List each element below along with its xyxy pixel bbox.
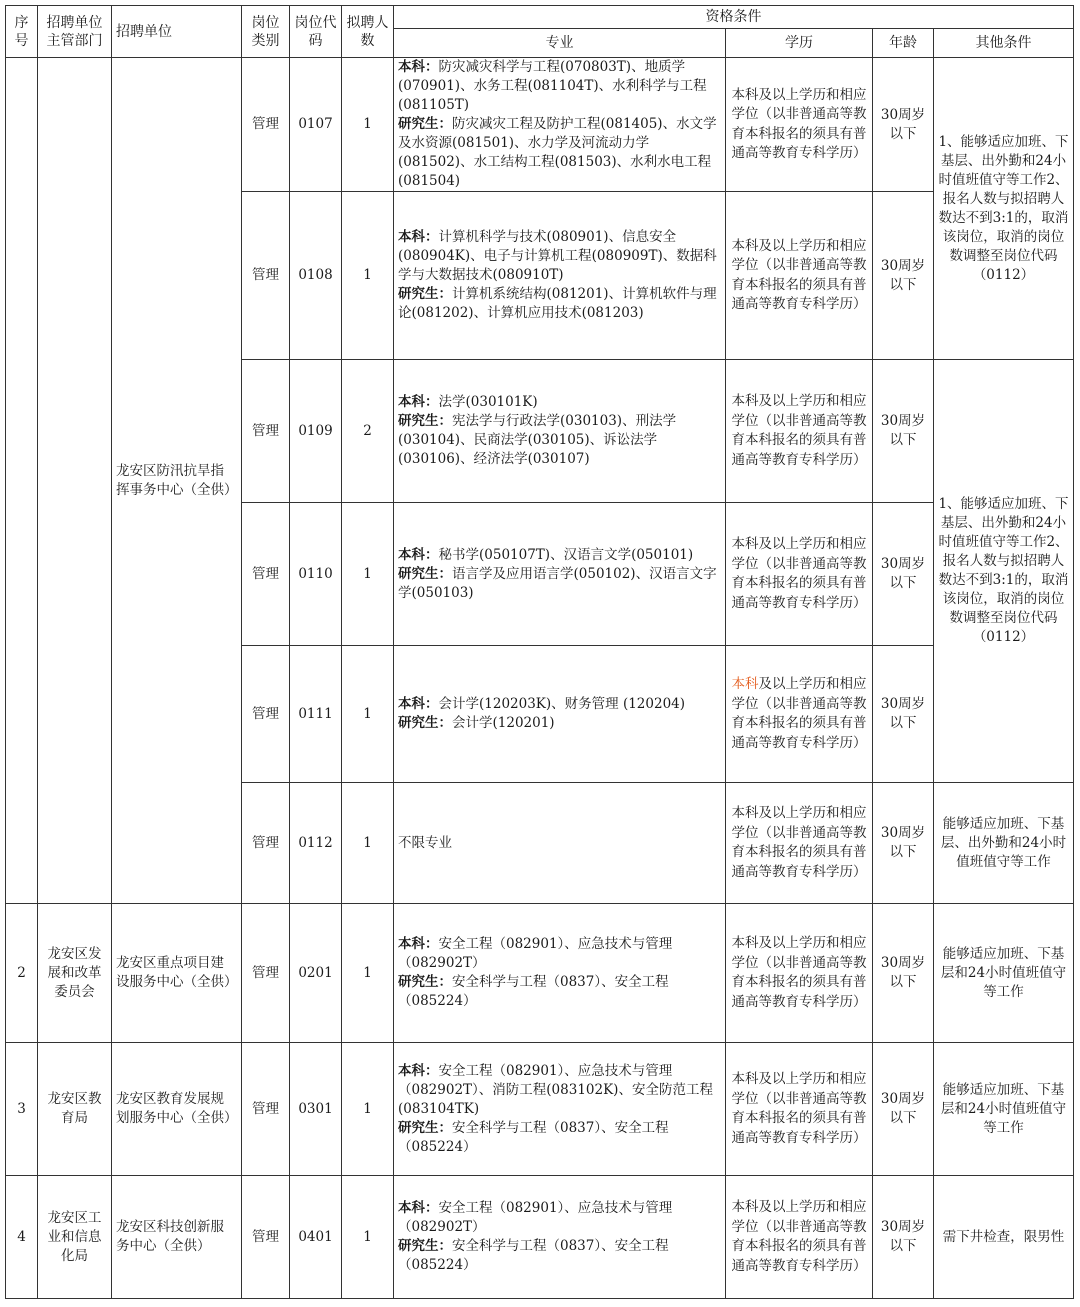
table-row — [6, 1176, 1074, 1299]
dept-cell — [38, 58, 112, 904]
postgrad-majors: 计算机系统结构(081201)、计算机软件与理论(081202)、计算机应用技术(081203) — [398, 286, 717, 321]
dept-cell: 龙安区发展和改革委员会 — [38, 904, 112, 1043]
major-cell — [394, 503, 726, 646]
postgrad-label: 研究生： — [398, 286, 452, 302]
unit-cell: 龙安区科技创新服务中心（全供） — [112, 1176, 242, 1299]
postgrad-majors: 安全科学与工程（0837）、安全工程（085224） — [398, 974, 669, 1009]
count-cell: 1 — [342, 904, 394, 1043]
undergrad-label: 本科： — [398, 1062, 439, 1079]
count-cell: 1 — [342, 646, 394, 783]
header-education: 学历 — [726, 29, 873, 58]
post-code-cell: 0110 — [290, 503, 342, 646]
major-cell — [394, 360, 726, 503]
header-age: 年龄 — [873, 29, 934, 58]
major-cell — [394, 192, 726, 360]
postgrad-label: 研究生： — [398, 715, 452, 731]
age-cell: 30周岁以下 — [873, 783, 934, 904]
other-conditions-cell: 1、能够适应加班、下基层、出外勤和24小时值班值守等工作2、报名人数与拟招聘人数达不到3:1的，取消该岗位，取消的岗位数调整至岗位代码（0112） — [934, 58, 1074, 360]
major-cell — [394, 1176, 726, 1299]
edu-first-word: 本科 — [731, 676, 759, 692]
header-row-1 — [6, 6, 1074, 29]
header-seq: 序号 — [6, 6, 38, 58]
post-type-cell: 管理 — [242, 360, 290, 503]
post-type-cell: 管理 — [242, 904, 290, 1043]
post-type-cell: 管理 — [242, 192, 290, 360]
major-cell — [394, 1043, 726, 1176]
post-type-cell: 管理 — [242, 1176, 290, 1299]
undergrad-label: 本科： — [398, 229, 439, 245]
unit-cell: 龙安区教育发展规划服务中心（全供） — [112, 1043, 242, 1176]
undergrad-label: 本科： — [398, 1200, 439, 1216]
post-code-cell: 0112 — [290, 783, 342, 904]
dept-cell: 龙安区教育局 — [38, 1043, 112, 1176]
age-cell: 30周岁以下 — [873, 360, 934, 503]
undergrad-majors: 防灾减灾科学与工程(070803T)、地质学(070901)、水务工程(081104T)、水利科学与工程(081105T) — [398, 59, 707, 113]
count-cell: 1 — [342, 783, 394, 904]
post-type-cell: 管理 — [242, 503, 290, 646]
post-code-cell: 0301 — [290, 1043, 342, 1176]
edu-rest: 及以上学历和相应学位（以非普通高等教育本科报名的须具有普通高等教育专科学历） — [731, 676, 867, 751]
header-unit: 招聘单位 — [112, 6, 242, 58]
postgrad-label: 研究生： — [398, 974, 452, 990]
undergrad-majors: 安全工程（082901）、应急技术与管理（082902T） — [398, 1200, 673, 1235]
undergrad-majors: 安全工程（082901）、应急技术与管理（082902T）、消防工程(083102K)、安全防范工程(083104TK) — [398, 1062, 713, 1117]
postgrad-label: 研究生： — [398, 565, 452, 582]
education-cell: 本科及以上学历和相应学位（以非普通高等教育本科报名的须具有普通高等教育专科学历） — [726, 1043, 873, 1176]
undergrad-label: 本科： — [398, 394, 439, 410]
count-cell: 1 — [342, 503, 394, 646]
count-cell: 1 — [342, 1043, 394, 1176]
post-code-cell: 0111 — [290, 646, 342, 783]
age-cell: 30周岁以下 — [873, 1176, 934, 1299]
header-other: 其他条件 — [934, 29, 1074, 58]
education-cell: 本科及以上学历和相应学位（以非普通高等教育本科报名的须具有普通高等教育专科学历） — [726, 503, 873, 646]
education-cell: 本科及以上学历和相应学位（以非普通高等教育本科报名的须具有普通高等教育专科学历） — [726, 783, 873, 904]
unit-cell: 龙安区防汛抗旱指挥事务中心（全供） — [112, 58, 242, 904]
post-code-cell: 0108 — [290, 192, 342, 360]
age-cell: 30周岁以下 — [873, 646, 934, 783]
postgrad-label: 研究生： — [398, 1119, 452, 1136]
major-cell — [394, 904, 726, 1043]
postgrad-majors: 安全科学与工程（0837）、安全工程（085224） — [398, 1119, 669, 1155]
post-type-cell: 管理 — [242, 646, 290, 783]
postgrad-label: 研究生： — [398, 1238, 452, 1254]
count-cell: 1 — [342, 1176, 394, 1299]
postgrad-majors: 宪法学与行政法学(030103)、刑法学(030104)、民商法学(030105)、诉讼法学(030106)、经济法学(030107) — [398, 413, 677, 467]
age-cell: 30周岁以下 — [873, 904, 934, 1043]
seq-cell: 4 — [6, 1176, 38, 1299]
recruitment-table — [5, 5, 1074, 1299]
post-code-cell: 0201 — [290, 904, 342, 1043]
undergrad-label: 本科： — [398, 936, 439, 952]
post-code-cell: 0401 — [290, 1176, 342, 1299]
education-cell: 本科及以上学历和相应学位（以非普通高等教育本科报名的须具有普通高等教育专科学历） — [726, 192, 873, 360]
undergrad-majors: 会计学(120203K)、财务管理 (120204) — [438, 696, 686, 712]
postgrad-majors: 语言学及应用语言学(050102)、汉语言文字学(050103) — [398, 565, 717, 601]
post-code-cell: 0107 — [290, 58, 342, 192]
major-cell — [394, 646, 726, 783]
age-cell: 30周岁以下 — [873, 58, 934, 192]
major-cell — [394, 58, 726, 192]
seq-cell: 2 — [6, 904, 38, 1043]
dept-cell: 龙安区工业和信息化局 — [38, 1176, 112, 1299]
post-type-cell: 管理 — [242, 783, 290, 904]
header-type: 岗位类别 — [242, 6, 290, 58]
header-count: 拟聘人数 — [342, 6, 394, 58]
table-row — [6, 58, 1074, 192]
age-cell: 30周岁以下 — [873, 503, 934, 646]
other-conditions-cell: 能够适应加班、下基层和24小时值班值守等工作 — [934, 1043, 1074, 1176]
education-cell: 本科及以上学历和相应学位（以非普通高等教育本科报名的须具有普通高等教育专科学历） — [726, 58, 873, 192]
post-type-cell: 管理 — [242, 1043, 290, 1176]
postgrad-label: 研究生： — [398, 116, 452, 132]
undergrad-label: 本科： — [398, 59, 439, 75]
header-qualifications: 资格条件 — [394, 6, 1074, 29]
undergrad-label: 本科： — [398, 696, 439, 712]
postgrad-majors: 会计学(120201) — [452, 715, 555, 731]
age-cell: 30周岁以下 — [873, 1043, 934, 1176]
count-cell: 1 — [342, 192, 394, 360]
undergrad-label: 本科： — [398, 546, 439, 563]
age-cell: 30周岁以下 — [873, 192, 934, 360]
seq-cell: 3 — [6, 1043, 38, 1176]
seq-cell — [6, 58, 38, 904]
education-cell: 本科及以上学历和相应学位（以非普通高等教育本科报名的须具有普通高等教育专科学历） — [726, 1176, 873, 1299]
undergrad-majors: 秘书学(050107T)、汉语言文学(050101) — [438, 546, 694, 563]
table-row — [6, 1043, 1074, 1176]
undergrad-majors: 安全工程（082901）、应急技术与管理（082902T） — [398, 936, 673, 971]
other-conditions-cell: 需下井检查，限男性 — [934, 1176, 1074, 1299]
other-conditions-cell: 能够适应加班、下基层和24小时值班值守等工作 — [934, 904, 1074, 1043]
education-cell: 本科及以上学历和相应学位（以非普通高等教育本科报名的须具有普通高等教育专科学历） — [726, 904, 873, 1043]
table-row — [6, 904, 1074, 1043]
other-conditions-cell: 1、能够适应加班、下基层、出外勤和24小时值班值守等工作2、报名人数与拟招聘人数达不到3:1的，取消该岗位，取消的岗位数调整至岗位代码（0112） — [934, 360, 1074, 783]
undergrad-majors: 计算机科学与技术(080901)、信息安全(080904K)、电子与计算机工程(080909T)、数据科学与大数据技术(080910T) — [398, 229, 717, 283]
unit-cell: 龙安区重点项目建设服务中心（全供） — [112, 904, 242, 1043]
postgrad-majors: 防灾减灾工程及防护工程(081405)、水文学及水资源(081501)、水力学及河流动力学(081502)、水工结构工程(081503)、水利水电工程(081504) — [398, 116, 717, 189]
header-major: 专业 — [394, 29, 726, 58]
undergrad-majors: 法学(030101K) — [438, 394, 538, 410]
count-cell: 1 — [342, 58, 394, 192]
major-cell: 不限专业 — [394, 783, 726, 904]
postgrad-majors: 安全科学与工程（0837）、安全工程（085224） — [398, 1238, 669, 1273]
education-cell — [726, 646, 873, 783]
header-dept: 招聘单位主管部门 — [38, 6, 112, 58]
post-type-cell: 管理 — [242, 58, 290, 192]
header-code: 岗位代码 — [290, 6, 342, 58]
post-code-cell: 0109 — [290, 360, 342, 503]
education-cell: 本科及以上学历和相应学位（以非普通高等教育本科报名的须具有普通高等教育专科学历） — [726, 360, 873, 503]
other-conditions-cell: 能够适应加班、下基层、出外勤和24小时值班值守等工作 — [934, 783, 1074, 904]
count-cell: 2 — [342, 360, 394, 503]
postgrad-label: 研究生： — [398, 413, 452, 429]
